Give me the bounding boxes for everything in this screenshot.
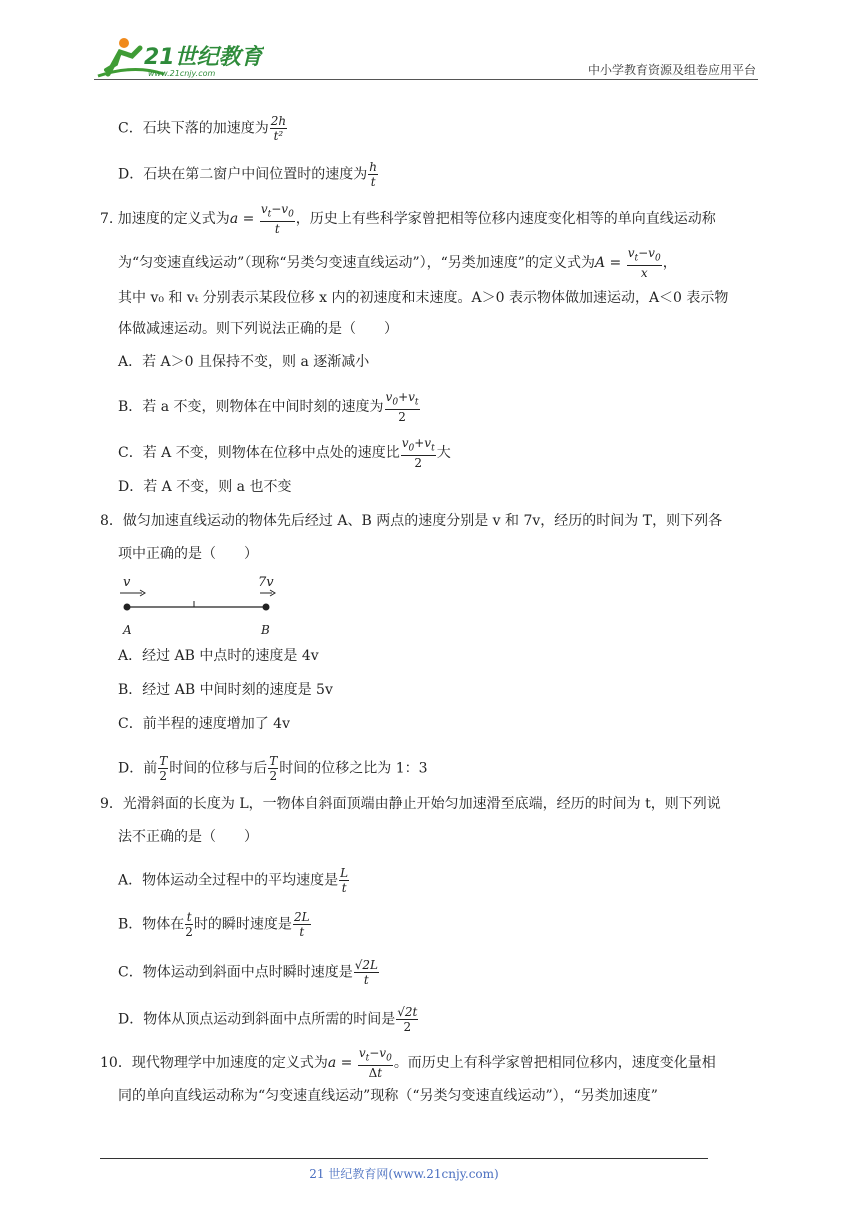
q10-l1b: 。而历史上有科学家曾把相同位移内，速度变化量相 xyxy=(393,1055,716,1072)
fraction-sqrt2L-over-t: $\frac{√2L}{t}$ xyxy=(354,958,378,987)
q8-option-b: B．经过 AB 中间时刻的速度是 5v xyxy=(118,682,333,698)
q7-option-d: D．若 A 不变，则 a 也不变 xyxy=(118,479,292,495)
fraction-T-over-2: $\frac{T}{2}$ xyxy=(159,754,168,783)
footer-site-link[interactable]: 21 世纪教育网(www.21cnjy.com) xyxy=(309,1167,499,1181)
q6-c-text: C．石块下落的加速度为 xyxy=(118,120,269,137)
q9-option-b xyxy=(118,910,312,939)
q9-line2: 法不正确的是（ ） xyxy=(118,829,258,845)
velocity-7v-label: 7v xyxy=(258,575,274,590)
q6-d-text: D．石块在第二窗户中间位置时的速度为 xyxy=(118,166,368,183)
q6-option-d xyxy=(118,160,379,189)
q7-c2-text: 大 xyxy=(436,445,451,462)
fraction-vt-v0-over-x: $\frac{v_t-v_0}{x}$ xyxy=(627,246,661,281)
q9-option-d xyxy=(118,1005,419,1034)
q9-line1: 9．光滑斜面的长度为 L，一物体自斜面顶端由静止开始匀加速滑至底端，经历的时间为 t，则下列说 xyxy=(100,796,721,812)
fraction-sqrt2t-over-2: $\frac{√2t}{2}$ xyxy=(397,1005,418,1034)
q7-option-c xyxy=(118,436,451,470)
q7-line3: 其中 v₀ 和 vₜ 分别表示某段位移 x 内的初速度和末速度。A＞0 表示物体做加速运动，A＜0 表示物 xyxy=(118,290,729,306)
q9-b2-text: 时的瞬时速度是 xyxy=(193,916,292,933)
q7-line4: 体做减速运动。则下列说法正确的是（ ） xyxy=(118,321,398,337)
point-a-dot xyxy=(124,604,131,611)
footer-divider xyxy=(100,1158,708,1159)
q8-line1: 8．做匀加速直线运动的物体先后经过 A、B 两点的速度分别是 v 和 7v，经历的时间为 T，则下列各 xyxy=(100,513,723,529)
q10-line2: 同的单向直线运动称为“匀变速直线运动”现称（“另类匀变速直线运动”），“另类加速度” xyxy=(118,1088,658,1104)
q8-motion-diagram xyxy=(116,570,286,640)
logo-url: www.21cnjy.com xyxy=(148,69,216,78)
fraction-2L-over-t: $\frac{2L}{t}$ xyxy=(293,910,310,939)
point-b-dot xyxy=(263,604,270,611)
fraction-v0-vt-over-2: $\frac{v_0+v_t}{2}$ xyxy=(401,436,435,471)
q9-a-text: A．物体运动全过程中的平均速度是 xyxy=(118,872,339,889)
logo-text: 21世纪教育 xyxy=(144,45,263,70)
q9-option-a xyxy=(118,866,350,895)
q7-b-text: B．若 a 不变，则物体在中间时刻的速度为 xyxy=(118,399,384,416)
q8-d2-text: 时间的位移与后 xyxy=(169,760,268,777)
fraction-vt-v0-over-t: $\frac{v_t-v_0}{t}$ xyxy=(260,202,294,237)
q8-line2: 项中正确的是（ ） xyxy=(118,546,258,562)
q7-line1: 7. 加速度的定义式为a = $\frac{v_t-v_0}{t}$ ，历史上有些科学家曾把相等位移内速度变化相等的单向直线运动称 xyxy=(100,202,716,237)
q10-line1: 10．现代物理学中加速度的定义式为a = $\frac{v_t-v_0}{\Delta t}$ 。而历史上有科学家曾把相同位移内，速度变化量相 xyxy=(100,1046,716,1081)
q8-d1-text: D．前 xyxy=(118,760,158,777)
q6-option-c xyxy=(118,114,288,143)
q7-c1-text: C．若 A 不变，则物体在位移中点处的速度比 xyxy=(118,445,400,462)
fraction-v0-vt-over-2: $\frac{v_0+v_t}{2}$ xyxy=(385,390,419,425)
q8-d3-text: 时间的位移之比为 1：3 xyxy=(279,760,428,777)
q8-option-d xyxy=(118,754,428,783)
q8-option-a: A．经过 AB 中点时的速度是 4v xyxy=(118,648,319,664)
q10-l1a: 10．现代物理学中加速度的定义式为 xyxy=(100,1055,328,1072)
fraction-t-over-2: $\frac{t}{2}$ xyxy=(185,910,193,939)
header-divider xyxy=(94,79,758,80)
q8-option-c: C．前半程的速度增加了 4v xyxy=(118,716,290,732)
q7-l2a: 为“匀变速直线运动”（现称“另类匀变速直线运动”），“另类加速度”的定义式为 xyxy=(118,255,595,272)
q7-l1a: 7. 加速度的定义式为 xyxy=(100,211,230,228)
q9-d-text: D．物体从顶点运动到斜面中点所需的时间是 xyxy=(118,1011,396,1028)
fraction-L-over-t: $\frac{L}{t}$ xyxy=(340,866,349,895)
q7-l1b: ，历史上有些科学家曾把相等位移内速度变化相等的单向直线运动称 xyxy=(295,211,716,228)
point-a-label: A xyxy=(123,623,132,637)
fraction-2h-over-t2: $\frac{2h}{\text{t²}}$ xyxy=(270,114,287,143)
q9-c-text: C．物体运动到斜面中点时瞬时速度是 xyxy=(118,964,353,981)
velocity-v-label: v xyxy=(123,575,131,590)
q7-line2: 为“匀变速直线运动”（现称“另类匀变速直线运动”），“另类加速度”的定义式为A = $\frac{v_t-v_0}{x}$ ， xyxy=(118,246,677,281)
q9-b1-text: B．物体在 xyxy=(118,916,185,933)
fraction-T-over-2: $\frac{T}{2}$ xyxy=(269,754,278,783)
fraction-h-over-t: $\frac{h}{t}$ xyxy=(369,160,377,189)
site-logo xyxy=(94,34,264,80)
q7-option-b xyxy=(118,390,421,424)
q9-option-c xyxy=(118,958,380,987)
point-b-label: B xyxy=(261,623,270,637)
fraction-vt-v0-over-dt: $\frac{v_t-v_0}{\Delta t}$ xyxy=(358,1046,392,1081)
header-platform-text: 中小学教育资源及组卷应用平台 xyxy=(587,63,756,77)
q7-option-a: A．若 A＞0 且保持不变，则 a 逐渐减小 xyxy=(118,354,370,370)
